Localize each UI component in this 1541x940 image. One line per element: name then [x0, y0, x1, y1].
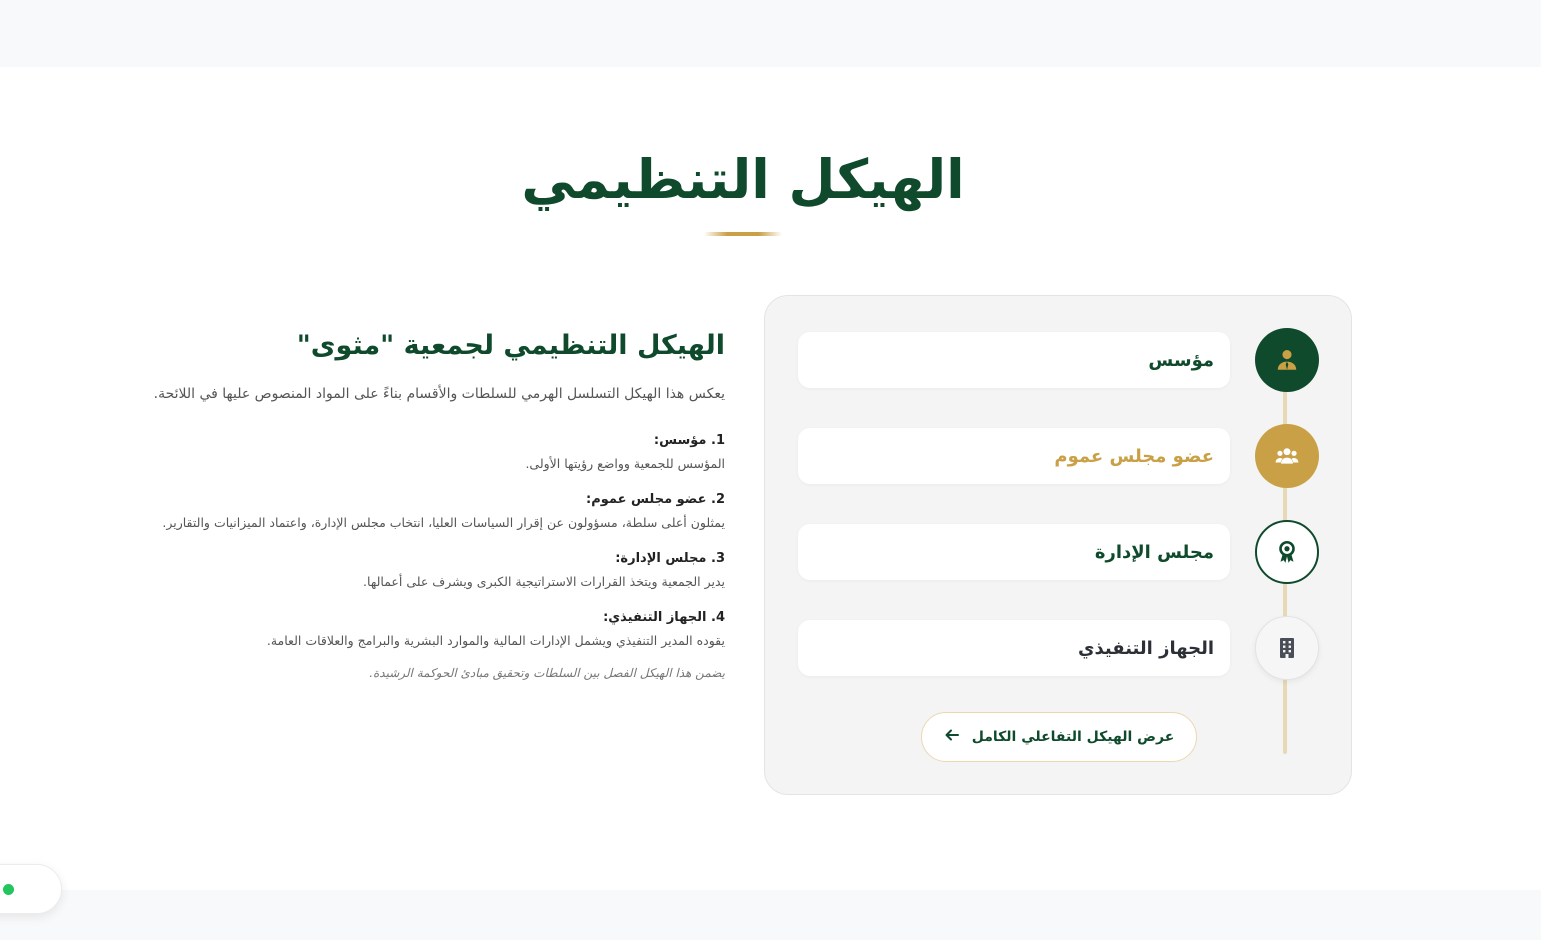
item-title: 2. عضو مجلس عموم: — [586, 492, 725, 507]
org-structure-card — [764, 295, 1352, 795]
governance-note: يضمن هذا الهيكل الفصل بين السلطات وتحقيق مبادئ الحوكمة الرشيدة. — [369, 666, 725, 680]
online-status-dot — [3, 884, 14, 895]
timeline-row-board[interactable]: مجلس الإدارة — [798, 524, 1230, 580]
view-full-structure-button[interactable] — [921, 712, 1197, 762]
timeline-row-executive[interactable]: الجهاز التنفيذي — [798, 620, 1230, 676]
award-icon — [1255, 520, 1319, 584]
description-column — [140, 330, 725, 680]
description-intro: يعكس هذا الهيكل التسلسل الهرمي للسلطات والأقسام بناءً على المواد المنصوص عليها في اللائحة. — [153, 386, 725, 402]
timeline-row-founder[interactable]: مؤسس — [798, 332, 1230, 388]
item-title: 3. مجلس الإدارة: — [615, 551, 725, 566]
users-group-icon — [1255, 424, 1319, 488]
header-band — [0, 0, 1541, 67]
section-title: الهيكل التنظيمي — [521, 148, 965, 211]
description-item-general-assembly — [140, 489, 725, 534]
building-icon — [1255, 616, 1319, 680]
item-desc: يقوده المدير التنفيذي ويشمل الإدارات المالية والموارد البشرية والبرامج والعلاقات العامة. — [266, 633, 725, 648]
founder-icon — [1255, 328, 1319, 392]
title-underline — [704, 232, 782, 236]
item-desc: المؤسس للجمعية وواضع رؤيتها الأولى. — [525, 456, 725, 471]
arrow-left-icon — [944, 727, 960, 747]
description-heading: الهيكل التنظيمي لجمعية "مثوى" — [296, 330, 725, 361]
description-item-founder — [140, 430, 725, 475]
item-title: 1. مؤسس: — [653, 433, 725, 448]
item-title: 4. الجهاز التنفيذي: — [603, 610, 725, 625]
contact-pill[interactable] — [0, 864, 62, 914]
item-desc: يمثلون أعلى سلطة، مسؤولون عن إقرار السياسات العليا، انتخاب مجلس الإدارة، واعتماد الميزانيات والتقارير. — [162, 515, 725, 530]
description-item-board — [140, 548, 725, 593]
description-item-executive — [140, 607, 725, 652]
timeline-row-general-assembly[interactable]: عضو مجلس عموم — [798, 428, 1230, 484]
item-desc: يدير الجمعية ويتخذ القرارات الاستراتيجية الكبرى ويشرف على أعمالها. — [363, 574, 725, 589]
footer-band — [0, 890, 1541, 940]
view-full-structure-label: عرض الهيكل التفاعلي الكامل — [971, 729, 1175, 745]
